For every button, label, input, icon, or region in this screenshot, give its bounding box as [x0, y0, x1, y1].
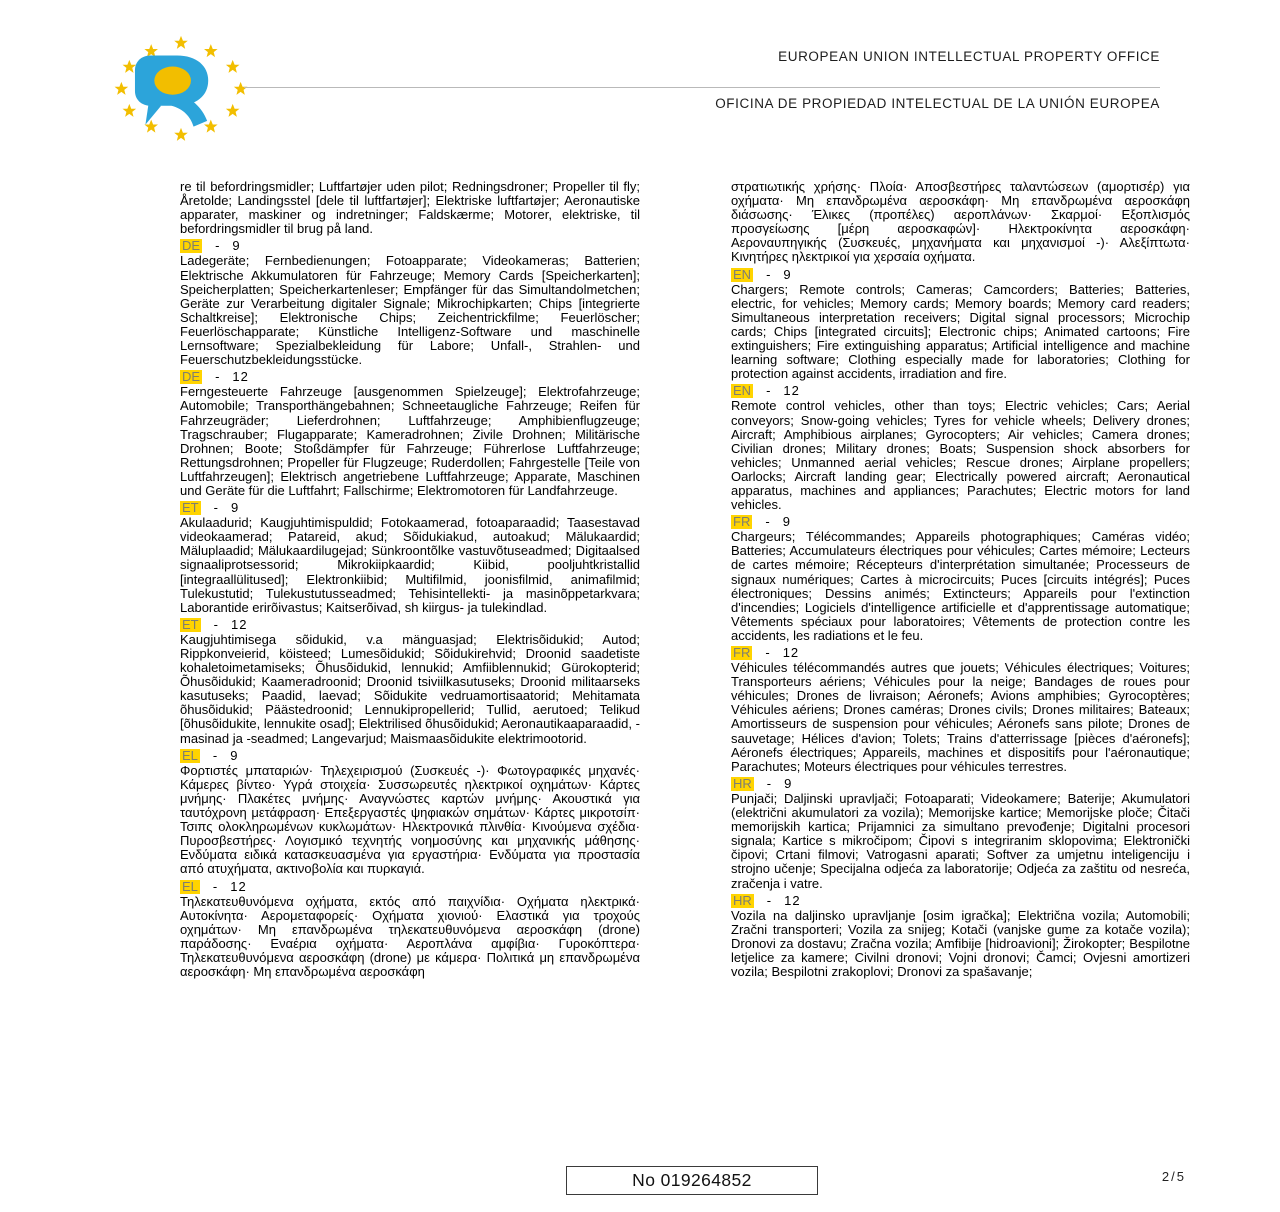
- lang-code-badge: EN: [733, 383, 752, 399]
- class-number: 12: [230, 616, 248, 632]
- dash-separator: -: [213, 500, 218, 516]
- goods-text-el-12-continued: στρατιωτικής χρήσης· Πλοία· Αποσβεστήρες ταλαντώσεων (αμορτισέρ) για οχήματα· Μη επανδρωμένα αεροσκάφη· Μη επανδρωμένα αεροσκάφη διάσωσης· Έλικες (προπέλες) αεροπλάνων· Σκαρμοί· Εξοπλισμός προσγείωσης [μέρη αεροσκαφών]· Ηλεκτροκίνητα αεροσκάφη· Αεροναυπηγικής (Συσκευές, μηχανήματα και μηχανισμοί -)· Αλεξίπτωτα· Κινητήρες ηλεκτρικοί για χερσαία οχήματα.: [731, 179, 1190, 265]
- goods-text-en-12: Remote control vehicles, other than toys; Electric vehicles; Cars; Aerial conveyors; Snow-going vehicles; Tyres for vehicle wheels; Delivery drones; Aircraft; Amphibious airplanes; Gyrocopters; Air vehicles; Camera drones; Civilian drones; Military drones; Boats; Suspension shock absorbers for vehicles; Unmanned aerial vehicles; Rescue drones; Airplane propellers; Oarlocks; Aircraft landing gear; Electrically powered aircraft; Aeronautical apparatus, machines and appliances; Parachutes; Electric motors for land vehicles.: [731, 398, 1190, 513]
- lang-code-badge: ET: [182, 500, 199, 516]
- lang-class-heading-en-9: [731, 268, 1190, 282]
- lang-code-badge: DE: [182, 369, 201, 385]
- goods-text-fr-9: Chargeurs; Télécommandes; Appareils photographiques; Caméras vidéo; Batteries; Accumulateurs électriques pour véhicules; Cartes mémoire; Lecteurs de cartes mémoire; Récepteurs d'interprétation simultanée; Processeurs de signaux numériques; Cartes à microcircuits; Puces [circuits intégrés]; Puces électroniques; Dessins animés; Extincteurs; Appareils pour l'extinction d'incendies; Logiciels d'intelligence artificielle et d'apprentissage automatique; Vêtements spéciaux pour laboratoires; Vêtements de protection contre les accidents, les radiations et le feu.: [731, 529, 1190, 643]
- class-number: 12: [230, 878, 247, 894]
- lang-class-heading-hr-12: [731, 894, 1190, 908]
- goods-text-en-9: Chargers; Remote controls; Cameras; Camcorders; Batteries; Batteries, electric, for vehicles; Memory cards; Memory boards; Memory card readers; Simultaneous interpretation receivers; Digital signal processors; Microchip cards; Chips [integrated circuits]; Electronic chips; Animated cartoons; Fire extinguishers; Fire extinguishing apparatus; Artificial intelligence and machine learning software; Clothing especially made for laboratories; Clothing for protection against accidents, irradiation and fire.: [731, 281, 1190, 382]
- goods-text-et-12: Kaugjuhtimisega sõidukid, v.a mänguasjad; Elektrisõidukid; Autod; Rippkonveierid, köisteed; Lumesõidukid; Sõidukirehvid; Droonid saadetiste kohaletoimetamiseks; Õhusõidukid, lennukid; Amfiiblennukid; Gürokopterid; Õhusõidukid; Kaameradroonid; Droonid tsiviilkasutuseks; Droonid militaarseks kasutuseks; Paadid, laevad; Sõidukite vedruamortisaatorid; Mehitamata õhusõidukid; Päästedroonid; Lennukipropellerid; Tullid, aerutoed; Telikud [õhusõidukite, lennukite osad]; Elektrilised õhusõidukid; Aeronautikaaparaadid, -masinad ja -seadmed; Langevarjud; Maismaasõidukite elektrimootorid.: [180, 631, 640, 746]
- lang-class-heading-de-12: [180, 370, 640, 384]
- goods-text-et-9: Akulaadurid; Kaugjuhtimispuldid; Fotokaamerad, fotoaparaadid; Taasestavad videokaamerad; Patareid, akud; Sõidukiakud, autoakud; Mälukaardid; Mäluplaadid; Mälukaardilugejad; Sünkroontõlke vastuvõtuseadmed; Digitaalsed signaaliprotsessorid; Mikrokiipkaardid; Kiibid, pooljuhtkristallid [integraallülitused]; Elektronkiibid; Multifilmid, joonisfilmid, animafilmid; Tulekustutid; Tulekustutusseadmed; Tehisintellekti- ja masinõppetarkvara; Laborantide erirõivastus; Kaitserõivad, sh kiirgus- ja tulekindlad.: [180, 515, 640, 615]
- lang-class-heading-et-12: [180, 618, 640, 632]
- lang-code-badge: EL: [182, 747, 198, 763]
- class-number: 12: [783, 383, 800, 399]
- dash-separator: -: [765, 514, 770, 530]
- goods-text-el-12: Τηλεκατευθυνόμενα οχήματα, εκτός από παιχνίδια· Οχήματα ηλεκτρικά· Αυτοκίνητα· Αερομεταφορείς· Οχήματα χιονιού· Ελαστικά για τροχούς οχημάτων· Μη επανδρωμένα τηλεκατευθυνόμενα αεροσκάφη (drone) παράδοσης· Εναέρια οχήματα· Αεροπλάνα αμφίβια· Γυροκόπτερα· Τηλεκατευθυνόμενα αεροσκάφη (drone) με κάμερα· Πολιτικά μη επανδρωμένα αεροσκάφη· Μη επανδρωμένα αεροσκάφη: [180, 893, 640, 980]
- lang-code-badge: HR: [733, 775, 752, 791]
- lang-class-heading-el-9: [180, 749, 640, 763]
- lang-code-badge: HR: [733, 892, 752, 908]
- goods-text-de-9: Ladegeräte; Fernbedienungen; Fotoapparate; Videokameras; Batterien; Elektrische Akkumulatoren für Fahrzeuge; Memory Cards [Speicherkarten]; Speicherplatten; Speicherkartenleser; Empfänger für das Simultandolmetchen; Geräte zur Verarbeitung digitaler Signale; Mikrochipkarten; Chips [integrierte Schaltkreise]; Elektronische Chips; Zeichentrickfilme; Feuerlöscher; Feuerlöschapparate; Künstliche Intelligenz-Software und maschinelle Lernsoftware; Spezialbekleidung für Labore; Unfall-, Strahlen- und Feuerschutzbekleidungsstücke.: [180, 253, 640, 368]
- class-number: 9: [230, 500, 240, 516]
- lang-class-heading-hr-9: [731, 777, 1190, 791]
- dash-separator: -: [766, 266, 771, 282]
- lang-class-heading-fr-12: [731, 646, 1190, 660]
- lang-class-heading-el-12: [180, 880, 640, 894]
- dash-separator: -: [766, 775, 772, 791]
- dash-separator: -: [765, 645, 770, 660]
- goods-text-hr-9: Punjači; Daljinski upravljači; Fotoaparati; Videokamere; Baterije; Akumulatori (električni akumulatori za vozila); Memorijske kartice; Memorijske ploče; Čitači memorijskih kartica; Prijamnici za simultano prevođenje; Digitalni procesori signala; Kartice s mikročipom; Čipovi s integriranim sklopovima; Elektronički čipovi; Crtani filmovi; Vatrogasni aparati; Softver za umjetnu inteligenciju i strojno učenje; Specijalna odjeća za laboratorije; Odjeća za zaštitu od nesreća, zračenja i vatre.: [731, 790, 1190, 891]
- class-number: 9: [784, 775, 793, 791]
- lang-code-badge: EL: [182, 878, 198, 894]
- goods-text-hr-12: Vozila na daljinsko upravljanje [osim igračka]; Električna vozila; Automobili; Zračni transporteri; Vozila za snijeg; Kotači (vanjske gume za kotače vozila); Dronovi za dostavu; Zračna vozila; Amfibije [hidroavioni]; Žirokopter; Bespilotne letjelice za kamere; Civilni dronovi; Vojni dronovi; Čamci; Ovjesni amortizeri vozila; Bespilotni zrakoplovi; Dronovi za spašavanje;: [731, 907, 1190, 980]
- goods-list-left-column: [180, 180, 640, 979]
- office-title-es: OFICINA DE PROPIEDAD INTELECTUAL DE LA UNIÓN EUROPEA: [715, 96, 1160, 111]
- office-title-en: EUROPEAN UNION INTELLECTUAL PROPERTY OFFICE: [778, 49, 1160, 64]
- euipo-logo-r-mark: [135, 56, 208, 127]
- dash-separator: -: [215, 238, 220, 254]
- dash-separator: -: [212, 878, 218, 894]
- lang-class-heading-et-9: [180, 501, 640, 515]
- goods-text-fr-12: Véhicules télécommandés autres que jouets; Véhicules électriques; Voitures; Transporteurs aériens; Véhicules pour la neige; Bandages de roues pour véhicules; Drones de livraison; Aéronefs; Avions amphibies; Gyrocoptères; Véhicules aériens; Drones caméras; Drones civils; Drones militaires; Bateaux; Amortisseurs de suspension pour véhicules; Aéronefs sans pilote; Drones de sauvetage; Hélices d'avion; Tolets; Trains d'atterrissage [pièces d'aéronefs]; Aéronefs électriques; Appareils, machines et dispositifs pour l'aéronautique; Parachutes; Moteurs électriques pour véhicules terrestres.: [731, 660, 1190, 774]
- lang-code-badge: EN: [733, 266, 752, 282]
- goods-list-right-column: [731, 180, 1190, 979]
- lang-code-badge: ET: [182, 616, 199, 632]
- class-number: 12: [782, 645, 800, 660]
- class-number: 12: [784, 892, 801, 908]
- class-number: 9: [230, 747, 239, 763]
- lang-code-badge: DE: [182, 238, 201, 254]
- dash-separator: -: [212, 747, 218, 763]
- class-number: 9: [782, 514, 791, 530]
- lang-class-heading-en-12: [731, 384, 1190, 398]
- dash-separator: -: [766, 892, 772, 908]
- goods-text-de-12: Ferngesteuerte Fahrzeuge [ausgenommen Spielzeuge]; Elektrofahrzeuge; Automobile; Transporthängebahnen; Schneetaugliche Fahrzeuge; Reifen für Fahrzeugräder; Lieferdrohnen; Luftfahrzeuge; Amphibienflugzeuge; Tragschrauber; Flugapparate; Kameradrohnen; Zivile Drohnen; Militärische Drohnen; Boote; Stoßdämpfer für Fahrzeuge; Führerlose Luftfahrzeuge; Rettungsdrohnen; Propeller für Flugzeuge; Ruderdollen; Fahrgestelle [Teile von Luftfahrzeugen]; Elektrisch angetriebene Luftfahrzeuge; Apparate, Maschinen und Geräte für die Luftfahrt; Fallschirme; Elektromotoren für Landfahrzeuge.: [180, 384, 640, 498]
- lang-class-heading-fr-9: [731, 515, 1190, 529]
- dash-separator: -: [766, 383, 771, 399]
- class-number: 9: [232, 238, 241, 254]
- lang-class-heading-de-9: [180, 239, 640, 253]
- lang-code-badge: FR: [733, 645, 751, 660]
- dash-separator: -: [215, 369, 220, 385]
- lang-code-badge: FR: [733, 514, 751, 530]
- class-number: 12: [232, 369, 249, 385]
- page-indicator: 2/5: [1161, 1169, 1186, 1184]
- euipo-logo: [113, 33, 249, 145]
- trademark-number-box: [566, 1166, 818, 1195]
- trademark-number: No 019264852: [632, 1170, 752, 1190]
- goods-text-da-continued: re til befordringsmidler; Luftfartøjer uden pilot; Redningsdroner; Propeller til fly; Åretolde; Landingsstel [dele til luftfartøjer]; Elektriske luftfartøjer; Aeronautiske apparater, maskiner og indretninger; Faldskærme; Motorer, elektriske, til befordringsmidler til brug på land.: [180, 179, 640, 237]
- header-divider: [244, 87, 1160, 88]
- class-number: 9: [783, 266, 792, 282]
- goods-text-el-9: Φορτιστές μπαταριών· Τηλεχειρισμού (Συσκευές -)· Φωτογραφικές μηχανές· Κάμερες βίντεο· Υγρά στοιχεία· Συσσωρευτές ηλεκτρικοί οχημάτων· Κάρτες μνήμης· Πλακέτες μνήμης· Αναγνώστες καρτών μνήμης· Ακουστικά για ταυτόχρονη μετάφραση· Επεξεργαστές ψηφιακών σημάτων· Κάρτες μικροτσίπ· Τσιπς ολοκληρωμένων κυκλωμάτων· Ηλεκτρονικά πλινθία· Κινούμενα σχέδια· Πυροσβεστήρες· Λογισμικό τεχνητής νοημοσύνης και μηχανικής μάθησης· Ενδύματα ειδικά κατασκευασμένα για εργαστήρια· Ενδύματα για προστασία από ατυχήματα, ακτινοβολία και πυρκαγιά.: [180, 762, 640, 877]
- dash-separator: -: [213, 616, 218, 632]
